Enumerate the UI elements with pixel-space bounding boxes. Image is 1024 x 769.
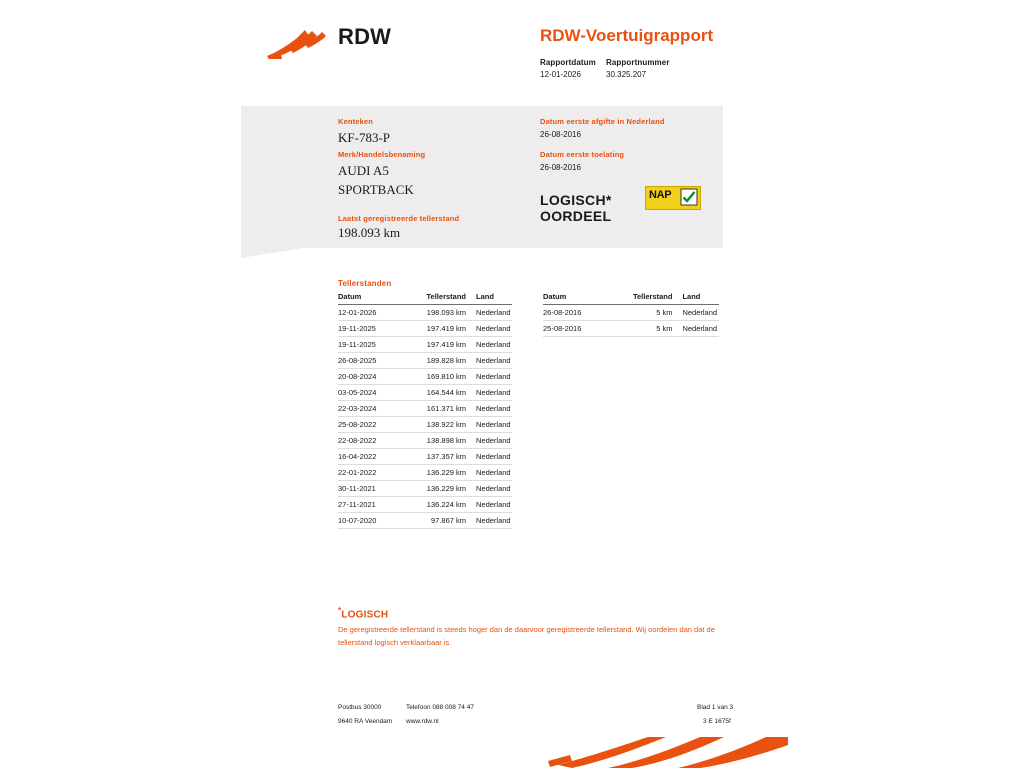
table-cell: Nederland	[466, 497, 512, 513]
table-cell: Nederland	[466, 433, 512, 449]
rdw-arrow-logo-icon	[265, 26, 333, 60]
kenteken-value: KF-783-P	[338, 130, 391, 145]
table-cell: 20-08-2024	[338, 369, 400, 385]
table-row	[338, 321, 512, 337]
table-row	[338, 337, 512, 353]
last-odometer-label: Laatst geregistreerde tellerstand	[338, 214, 460, 223]
table-cell: 137.357 km	[400, 449, 466, 465]
table-cell: 169.810 km	[400, 369, 466, 385]
table-cell: 164.544 km	[400, 385, 466, 401]
table-cell: Nederland	[466, 369, 512, 385]
table-cell: 27-11-2021	[338, 497, 400, 513]
col-header-datum: Datum	[543, 292, 606, 305]
report-date-value: 12-01-2026	[540, 70, 581, 79]
footer-address-line2: 9640 RA Veendam	[338, 718, 393, 725]
table-cell: 5 km	[606, 321, 673, 337]
merk-label: Merk/Handelsbenaming	[338, 150, 426, 159]
table-cell: Nederland	[466, 321, 512, 337]
col-header-land: Land	[466, 292, 512, 305]
table-cell: Nederland	[466, 337, 512, 353]
table-cell: 03-05-2024	[338, 385, 400, 401]
table-cell: 136.229 km	[400, 481, 466, 497]
table-header-row	[543, 292, 719, 305]
table-cell: 189.828 km	[400, 353, 466, 369]
verdict-line2: OORDEEL	[540, 208, 612, 224]
note-body: De geregistreerde tellerstand is steeds hoger dan de daarvoor geregistreerde tellerstand. Wij oordelen dan dat de tellerstand logisch verklaarbaar is.	[338, 625, 715, 647]
table-cell: Nederland	[466, 353, 512, 369]
first-issue-label: Datum eerste afgifte in Nederland	[540, 117, 665, 126]
odometer-table-right	[543, 292, 719, 337]
odometer-section-title: Tellerstanden	[338, 279, 392, 288]
table-cell: 10-07-2020	[338, 513, 400, 529]
report-number-value: 30.325.207	[606, 70, 647, 79]
footer-address-line1: Postbus 30000	[338, 704, 382, 711]
rdw-arrow-band-icon	[548, 735, 788, 769]
table-row	[338, 385, 512, 401]
table-row	[338, 305, 512, 321]
merk-value-line1: AUDI A5	[338, 163, 389, 178]
report-date	[540, 58, 606, 79]
verdict-line1: LOGISCH*	[540, 192, 612, 208]
table-row	[338, 481, 512, 497]
table-cell: Nederland	[466, 513, 512, 529]
footer-phone: Telefoon 088 008 74 47	[406, 704, 474, 711]
note-title	[338, 606, 388, 620]
vehicle-summary-panel	[241, 106, 723, 248]
table-cell: 25-08-2016	[543, 321, 606, 337]
footer-graphic	[548, 735, 788, 769]
table-row	[338, 513, 512, 529]
kenteken-label: Kenteken	[338, 117, 373, 126]
merk-value-line2: SPORTBACK	[338, 182, 414, 197]
report-number	[606, 58, 726, 79]
first-issue-value: 26-08-2016	[540, 130, 581, 139]
report-title: RDW-Voertuigrapport	[540, 26, 714, 45]
first-admission-value: 26-08-2016	[540, 163, 581, 172]
table-row	[543, 321, 719, 337]
table-row	[338, 497, 512, 513]
table-row	[338, 449, 512, 465]
table-cell: 197.419 km	[400, 337, 466, 353]
table-cell: 161.371 km	[400, 401, 466, 417]
verdict-block	[540, 192, 612, 224]
table-cell: Nederland	[672, 305, 719, 321]
table-row	[543, 305, 719, 321]
table-cell: Nederland	[672, 321, 719, 337]
table-cell: 22-08-2022	[338, 433, 400, 449]
col-header-datum: Datum	[338, 292, 400, 305]
first-admission-label: Datum eerste toelating	[540, 150, 625, 159]
table-cell: 26-08-2016	[543, 305, 606, 321]
table-cell: 97.867 km	[400, 513, 466, 529]
table-row	[338, 465, 512, 481]
table-cell: 30-11-2021	[338, 481, 400, 497]
table-cell: 25-08-2022	[338, 417, 400, 433]
table-cell: 16-04-2022	[338, 449, 400, 465]
table-cell: 12-01-2026	[338, 305, 400, 321]
table-cell: Nederland	[466, 465, 512, 481]
check-icon	[680, 188, 698, 206]
table-cell: 197.419 km	[400, 321, 466, 337]
table-cell: Nederland	[466, 481, 512, 497]
table-cell: Nederland	[466, 305, 512, 321]
table-row	[338, 417, 512, 433]
note-title-text: LOGISCH	[341, 609, 389, 621]
table-row	[338, 433, 512, 449]
table-row	[338, 353, 512, 369]
report-meta	[540, 58, 726, 79]
table-row	[338, 369, 512, 385]
footer-form-code: 3 E 1675f	[703, 718, 731, 725]
report-date-label: Rapportdatum	[540, 58, 596, 67]
odometer-table-left	[338, 292, 512, 529]
col-header-land: Land	[672, 292, 719, 305]
table-cell: 22-03-2024	[338, 401, 400, 417]
nap-badge	[645, 186, 701, 210]
table-cell: 136.229 km	[400, 465, 466, 481]
table-cell: 136.224 km	[400, 497, 466, 513]
table-cell: 138.898 km	[400, 433, 466, 449]
panel-notch	[241, 248, 303, 258]
footer-page-info: Blad 1 van 3	[697, 704, 734, 711]
brand-title: RDW	[338, 24, 392, 49]
table-cell: Nederland	[466, 417, 512, 433]
footer-website: www.rdw.nl	[406, 718, 439, 725]
table-cell: 5 km	[606, 305, 673, 321]
table-row	[338, 401, 512, 417]
report-number-label: Rapportnummer	[606, 58, 670, 67]
nap-badge-label: NAP	[649, 189, 672, 201]
table-cell: 198.093 km	[400, 305, 466, 321]
table-cell: 138.922 km	[400, 417, 466, 433]
table-header-row	[338, 292, 512, 305]
table-cell: Nederland	[466, 385, 512, 401]
col-header-tellerstand: Tellerstand	[400, 292, 466, 305]
col-header-tellerstand: Tellerstand	[606, 292, 673, 305]
table-cell: 26-08-2025	[338, 353, 400, 369]
table-cell: Nederland	[466, 449, 512, 465]
table-cell: 19-11-2025	[338, 321, 400, 337]
note-star: *	[338, 606, 342, 615]
last-odometer-value: 198.093 km	[338, 225, 401, 240]
table-cell: Nederland	[466, 401, 512, 417]
table-cell: 22-01-2022	[338, 465, 400, 481]
table-cell: 19-11-2025	[338, 337, 400, 353]
